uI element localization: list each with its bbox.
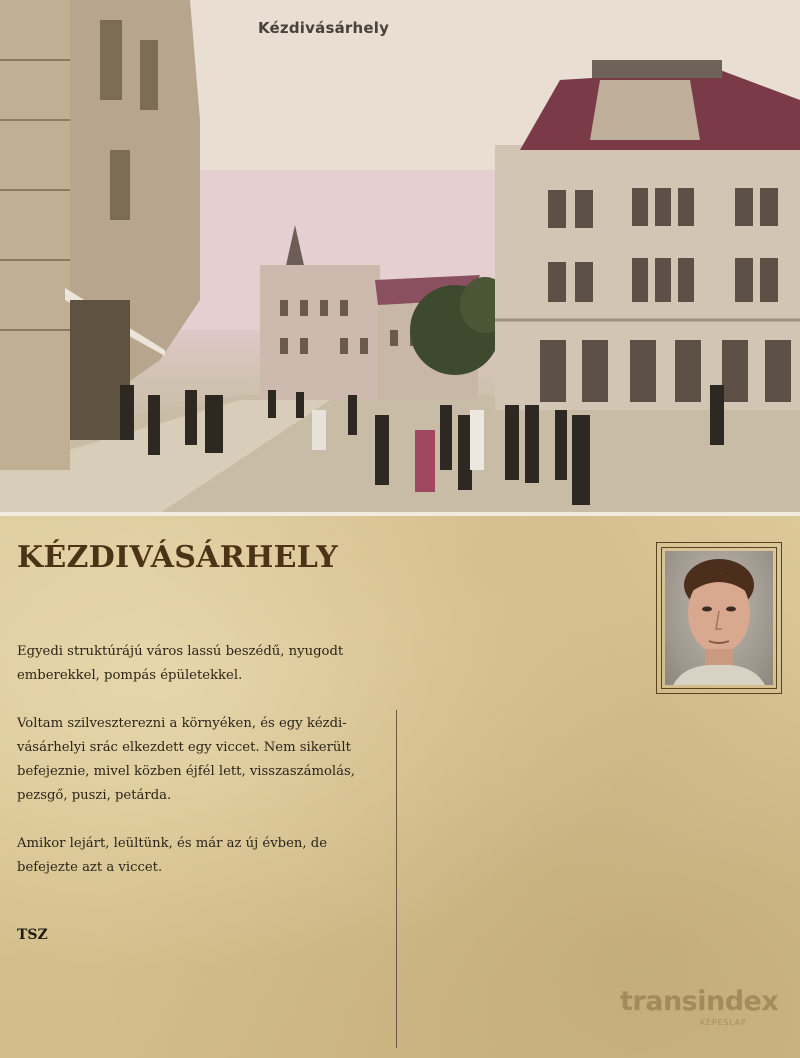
- signature: TSZ: [17, 927, 48, 943]
- postcard-back: [0, 516, 800, 1058]
- card-body: [17, 640, 367, 904]
- card-divider-line: [396, 710, 397, 1048]
- transindex-logo: transindex: [620, 986, 779, 1017]
- paragraph-3: Amikor lejárt, leültünk, és már az új évben, de befejezte azt a viccet.: [17, 836, 328, 875]
- portrait-stamp: [656, 542, 782, 694]
- paragraph-2: Voltam szilveszterezni a környéken, és egy kézdi-vásárhelyi srác elkezdett egy viccet. Nem sikerült befejeznie, mivel közben éjfél lett, visszaszámolás, pezsgő, puszi, petárda.: [17, 716, 355, 803]
- portrait-face-icon: [665, 551, 773, 685]
- card-title: KÉZDIVÁSÁRHELY: [17, 540, 338, 575]
- postcard-caption: Kézdivásárhely: [258, 19, 390, 37]
- author-portrait: [665, 551, 773, 685]
- street-scene-illustration: [0, 0, 800, 513]
- transindex-logo-subtitle: KÉPESLAP: [700, 1018, 747, 1027]
- vintage-postcard-photo: [0, 0, 800, 513]
- paragraph-1: Egyedi struktúrájú város lassú beszédű, nyugodt emberekkel, pompás épületekkel.: [17, 644, 344, 683]
